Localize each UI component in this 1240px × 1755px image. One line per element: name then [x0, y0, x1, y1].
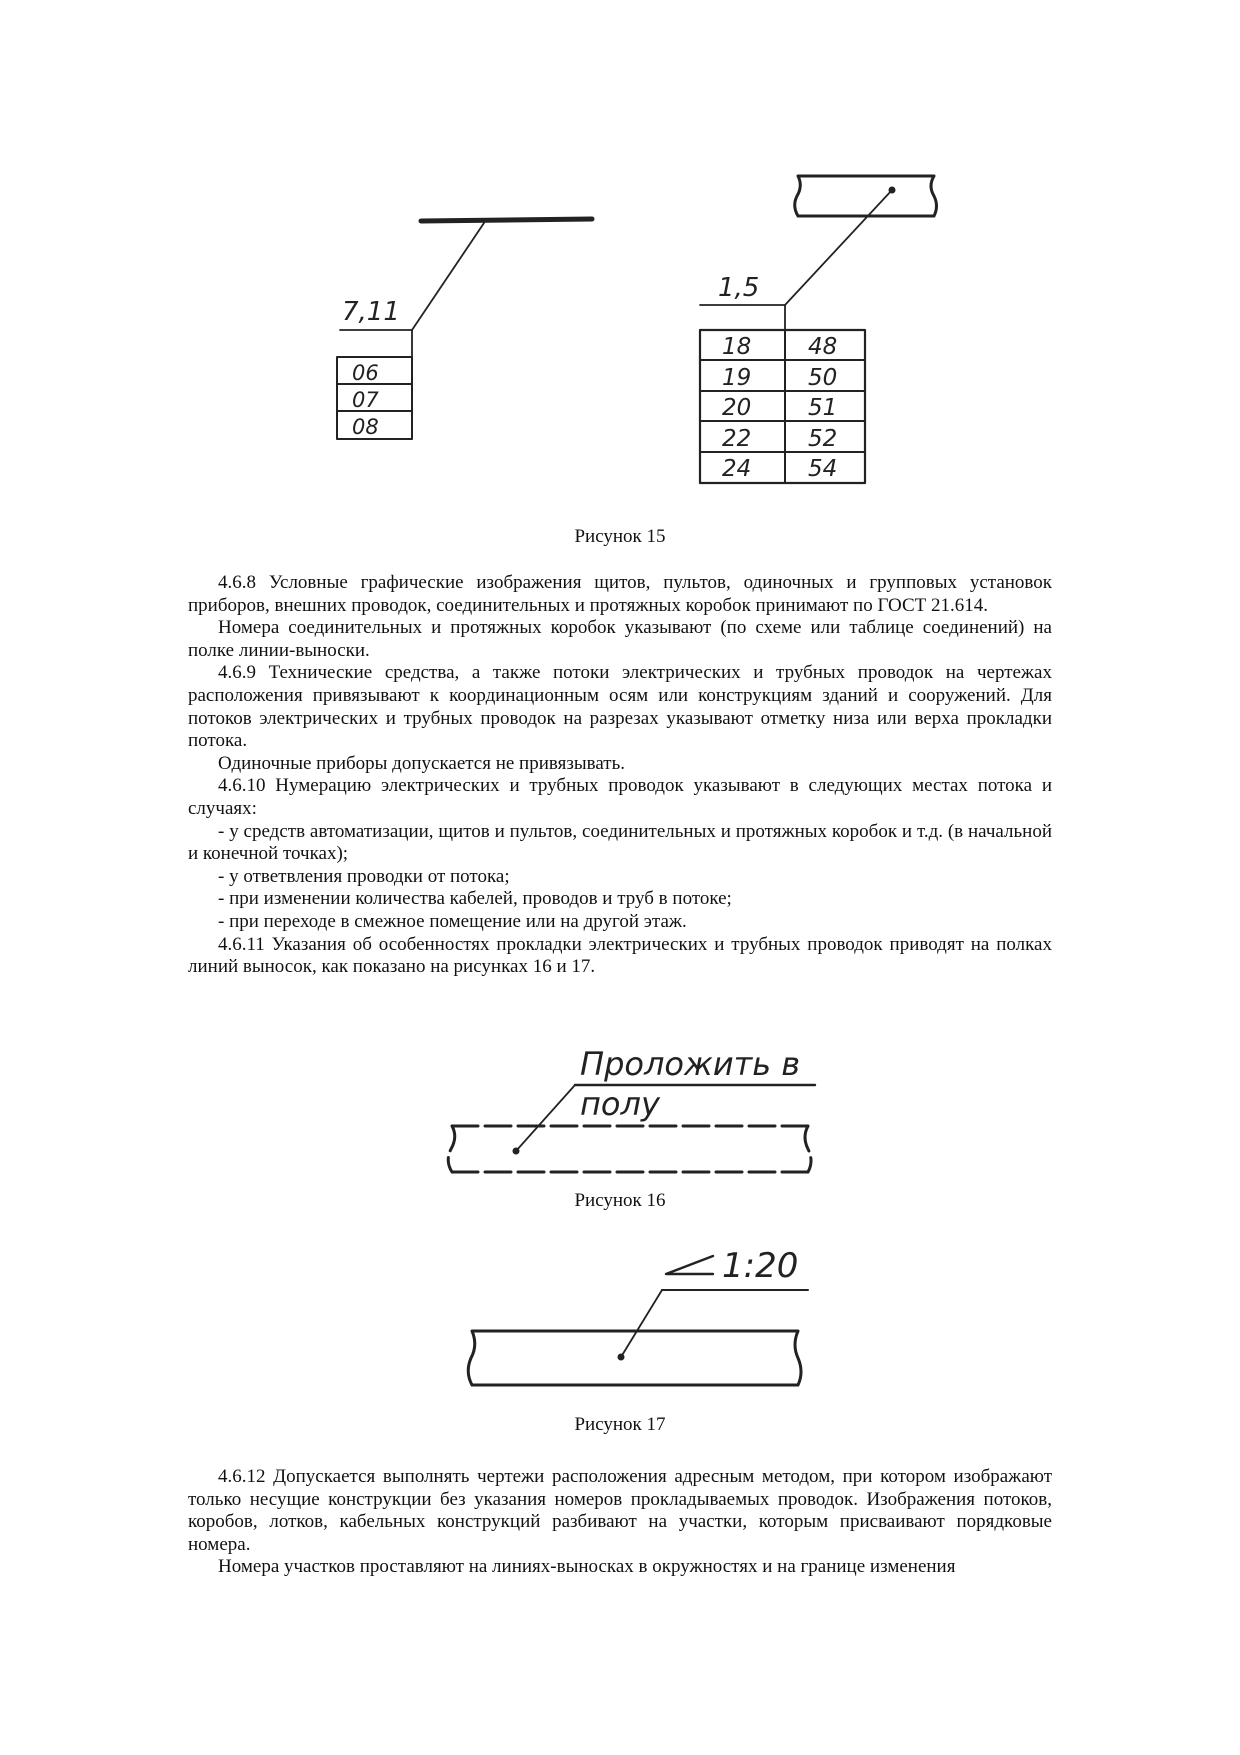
text-block-1 — [188, 572, 1052, 979]
paragraph-section-numbers: Номера участков проставляют на линиях-выносках в окружностях и на границе изменения — [218, 1556, 956, 1578]
fig15-left-leader — [412, 220, 486, 330]
fig16-label-line-2: полу — [580, 1085, 660, 1123]
fig15-right-row-5-a: 24 — [722, 456, 752, 482]
fig15-right-row-4-a: 22 — [722, 426, 752, 452]
fig17-element — [468, 1331, 801, 1385]
fig15-right-leader — [785, 190, 892, 305]
fig15-right-row-2-b: 50 — [808, 365, 838, 391]
fig15-right-row-1-a: 18 — [722, 334, 752, 360]
fig15-left-row-2: 07 — [352, 388, 379, 412]
fig17-slope-label: 1:20 — [722, 1246, 799, 1286]
fig16-leader — [516, 1085, 575, 1151]
figure-16-drawing — [0, 1030, 1240, 1200]
figure-16-caption: Рисунок 16 — [574, 1190, 666, 1211]
paragraph-4-6-8: 4.6.8 Условные графические изображения щитов, пультов, одиночных и групповых установок приборов, внешних проводок, соединительных и протяжных коробок принимают по ГОСТ 21.614. — [188, 572, 1052, 616]
fig15-right-row-1-b: 48 — [808, 334, 838, 360]
fig15-right-row-5-b: 54 — [808, 456, 838, 482]
fig16-label-line-1: Проложить в — [580, 1045, 801, 1083]
fig15-right-box — [795, 176, 937, 216]
text-block-2 — [188, 1466, 1052, 1579]
figure-15-drawing — [0, 0, 1240, 500]
fig16-element — [448, 1126, 811, 1172]
paragraph-4-6-12: 4.6.12 Допускается выполнять чертежи расположения адресным методом, при котором изображают только несущие конструкции без указания номеров прокладываемых проводок. Изображения потоков, коробов, лотков, кабельных конструкций разбивают на участки, которым присваивают порядковые номера. — [188, 1466, 1052, 1555]
fig16-point — [513, 1148, 520, 1155]
figure-17-drawing — [0, 1235, 1240, 1395]
figure-15-caption: Рисунок 15 — [574, 526, 666, 547]
list-item-2: - у ответвления проводки от потока; — [218, 865, 510, 887]
fig15-left-row-1: 06 — [352, 361, 379, 385]
fig17-slope-sign — [666, 1256, 713, 1274]
fig15-right-row-3-b: 51 — [808, 395, 838, 421]
paragraph-4-6-11: 4.6.11 Указания об особенностях прокладки электрических и трубных проводок приводят на полках линий выносок, как показано на рисунках 16 и 17. — [188, 933, 1052, 978]
fig15-left-row-3: 08 — [352, 415, 379, 439]
fig15-right-row-3-a: 20 — [722, 395, 752, 421]
paragraph-single-devices: Одиночные приборы допускается не привязывать. — [218, 752, 626, 774]
paragraph-box-numbers: Номера соединительных и протяжных коробок указывают (по схеме или таблице соединений) на полке линии-выноски. — [188, 617, 1052, 661]
list-item-4: - при переходе в смежное помещение или на другой этаж. — [218, 910, 687, 932]
fig15-right-shelf-label: 1,5 — [718, 273, 760, 303]
figure-17-caption: Рисунок 17 — [574, 1414, 666, 1435]
fig15-left-shelf-label: 7,11 — [342, 297, 400, 327]
paragraph-4-6-10: 4.6.10 Нумерацию электрических и трубных проводок указывают в следующих местах потока и случаях: — [188, 775, 1052, 819]
fig15-right-row-4-b: 52 — [808, 426, 838, 452]
list-item-3: - при изменении количества кабелей, проводов и труб в потоке; — [218, 888, 732, 910]
paragraph-4-6-9: 4.6.9 Технические средства, а также потоки электрических и трубных проводок на чертежах расположения привязывают к координационным осям или конструкциям зданий и сооружений. Для потоков электрических и трубных проводок на разрезах указывают отметку низа или верха прокладки потока. — [188, 662, 1052, 752]
fig15-right-row-2-a: 19 — [722, 365, 752, 391]
fig17-leader — [621, 1290, 662, 1357]
list-item-1: - у средств автоматизации, щитов и пультов, соединительных и протяжных коробок и т.д. (в начальной и конечной точках); — [188, 820, 1052, 865]
fig15-left-element-line — [421, 219, 592, 221]
fig17-point — [618, 1354, 625, 1361]
